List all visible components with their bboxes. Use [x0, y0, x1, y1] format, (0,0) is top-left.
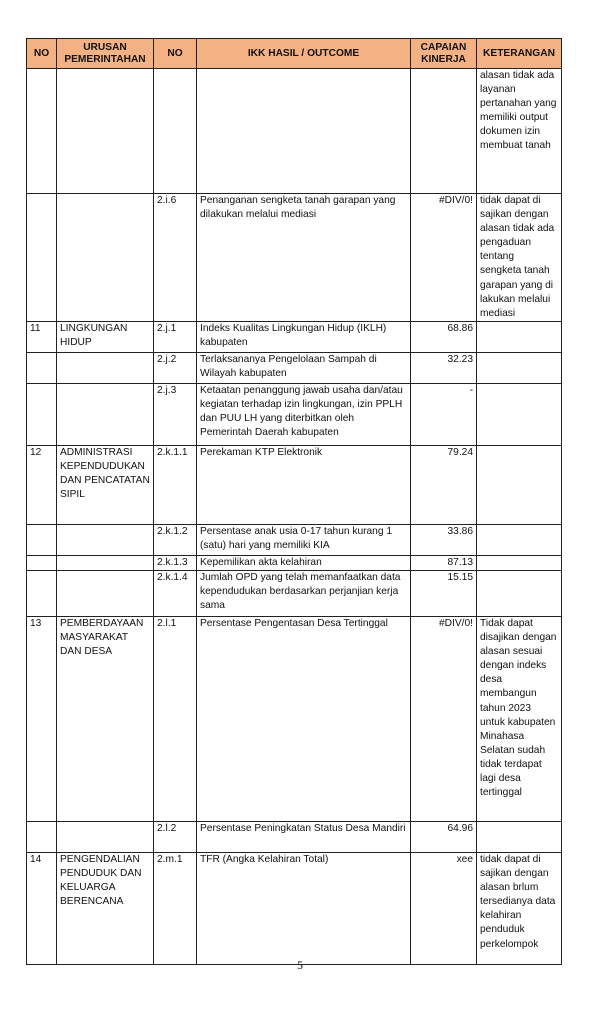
- cell-ikk: Ketaatan penanggung jawab usaha dan/atau kegiatan terhadap izin lingkungan, izin PPLH dan PUU LH yang diterbitkan oleh Pemerintah Daerah kabupaten: [197, 383, 411, 445]
- cell-ikk: Kepemilikan akta kelahiran: [197, 555, 411, 570]
- header-keterangan: KETERANGAN: [477, 39, 562, 69]
- table-row: [27, 194, 562, 322]
- table-row: [27, 616, 562, 821]
- cell-urusan: [57, 352, 154, 383]
- cell-urusan: ADMINISTRASI KEPENDUDUKAN DAN PENCATATAN SIPIL: [57, 445, 154, 524]
- cell-no: [27, 69, 57, 194]
- cell-urusan: [57, 524, 154, 555]
- cell-no: [27, 524, 57, 555]
- cell-ikk: Jumlah OPD yang telah memanfaatkan data kependudukan berdasarkan perjanjian kerja sama: [197, 570, 411, 616]
- cell-kode: 2.j.1: [154, 321, 197, 352]
- cell-capaian: 79.24: [411, 445, 477, 524]
- cell-no: [27, 821, 57, 852]
- cell-keterangan: tidak dapat di sajikan dengan alasan tidak ada pengaduan tentang sengketa tanah garapan yang di lakukan melalui mediasi: [477, 194, 562, 322]
- header-capaian: CAPAIAN KINERJA: [411, 39, 477, 69]
- cell-keterangan: alasan tidak ada layanan pertanahan yang memiliki output dokumen izin membuat tanah: [477, 69, 562, 194]
- cell-keterangan: tidak dapat di sajikan dengan alasan brlum tersedianya data kelahiran penduduk perkelompok: [477, 852, 562, 964]
- cell-kode: 2.i.6: [154, 194, 197, 322]
- cell-kode: 2.k.1.2: [154, 524, 197, 555]
- table-row: [27, 352, 562, 383]
- cell-capaian: 87.13: [411, 555, 477, 570]
- cell-no: [27, 555, 57, 570]
- cell-kode: 2.j.3: [154, 383, 197, 445]
- header-ikk: IKK HASIL / OUTCOME: [197, 39, 411, 69]
- cell-capaian: 68.86: [411, 321, 477, 352]
- cell-no: [27, 194, 57, 322]
- cell-keterangan: [477, 524, 562, 555]
- cell-capaian: 32.23: [411, 352, 477, 383]
- cell-no: 12: [27, 445, 57, 524]
- cell-ikk: Perekaman KTP Elektronik: [197, 445, 411, 524]
- cell-keterangan: [477, 352, 562, 383]
- cell-urusan: [57, 821, 154, 852]
- cell-no: 14: [27, 852, 57, 964]
- cell-urusan: PENGENDALIAN PENDUDUK DAN KELUARGA BERENCANA: [57, 852, 154, 964]
- cell-no: [27, 570, 57, 616]
- cell-no: [27, 383, 57, 445]
- cell-urusan: [57, 383, 154, 445]
- cell-ikk: Persentase Peningkatan Status Desa Mandiri: [197, 821, 411, 852]
- cell-keterangan: [477, 570, 562, 616]
- header-urusan: URUSAN PEMERINTAHAN: [57, 39, 154, 69]
- header-no: NO: [27, 39, 57, 69]
- cell-capaian: #DIV/0!: [411, 616, 477, 821]
- table-row: [27, 321, 562, 352]
- cell-kode: 2.k.1.1: [154, 445, 197, 524]
- cell-ikk: Penanganan sengketa tanah garapan yang dilakukan melalui mediasi: [197, 194, 411, 322]
- cell-ikk: TFR (Angka Kelahiran Total): [197, 852, 411, 964]
- cell-urusan: LINGKUNGAN HIDUP: [57, 321, 154, 352]
- cell-no: 13: [27, 616, 57, 821]
- cell-kode: 2.l.1: [154, 616, 197, 821]
- cell-capaian: [411, 69, 477, 194]
- page-number: 5: [297, 958, 303, 972]
- ikk-table: [26, 38, 562, 965]
- cell-ikk: [197, 69, 411, 194]
- cell-urusan: PEMBERDAYAAN MASYARAKAT DAN DESA: [57, 616, 154, 821]
- cell-ikk: Terlaksananya Pengelolaan Sampah di Wilayah kabupaten: [197, 352, 411, 383]
- cell-urusan: [57, 555, 154, 570]
- cell-capaian: 33.86: [411, 524, 477, 555]
- cell-kode: 2.k.1.4: [154, 570, 197, 616]
- cell-keterangan: Tidak dapat disajikan dengan alasan sesuai dengan indeks desa membangun tahun 2023 untuk kabupaten Minahasa Selatan sudah tidak terdapat lagi desa tertinggal: [477, 616, 562, 821]
- cell-kode: 2.m.1: [154, 852, 197, 964]
- table-row: [27, 383, 562, 445]
- cell-capaian: #DIV/0!: [411, 194, 477, 322]
- cell-urusan: [57, 194, 154, 322]
- cell-keterangan: [477, 321, 562, 352]
- cell-urusan: [57, 570, 154, 616]
- table-row: [27, 852, 562, 964]
- cell-keterangan: [477, 555, 562, 570]
- cell-urusan: [57, 69, 154, 194]
- header-no-kode: NO: [154, 39, 197, 69]
- table-row: [27, 555, 562, 570]
- cell-capaian: -: [411, 383, 477, 445]
- cell-capaian: xee: [411, 852, 477, 964]
- table-row: [27, 69, 562, 194]
- cell-keterangan: [477, 383, 562, 445]
- cell-kode: 2.j.2: [154, 352, 197, 383]
- table-row: [27, 524, 562, 555]
- cell-capaian: 64.96: [411, 821, 477, 852]
- cell-capaian: 15.15: [411, 570, 477, 616]
- cell-no: [27, 352, 57, 383]
- cell-kode: 2.k.1.3: [154, 555, 197, 570]
- cell-ikk: Persentase anak usia 0-17 tahun kurang 1 (satu) hari yang memiliki KIA: [197, 524, 411, 555]
- table-header-row: [27, 39, 562, 69]
- table-row: [27, 570, 562, 616]
- cell-keterangan: [477, 445, 562, 524]
- table-row: [27, 821, 562, 852]
- cell-no: 11: [27, 321, 57, 352]
- cell-ikk: Indeks Kualitas Lingkungan Hidup (IKLH) kabupaten: [197, 321, 411, 352]
- cell-kode: 2.l.2: [154, 821, 197, 852]
- cell-kode: [154, 69, 197, 194]
- cell-ikk: Persentase Pengentasan Desa Tertinggal: [197, 616, 411, 821]
- table-row: [27, 445, 562, 524]
- cell-keterangan: [477, 821, 562, 852]
